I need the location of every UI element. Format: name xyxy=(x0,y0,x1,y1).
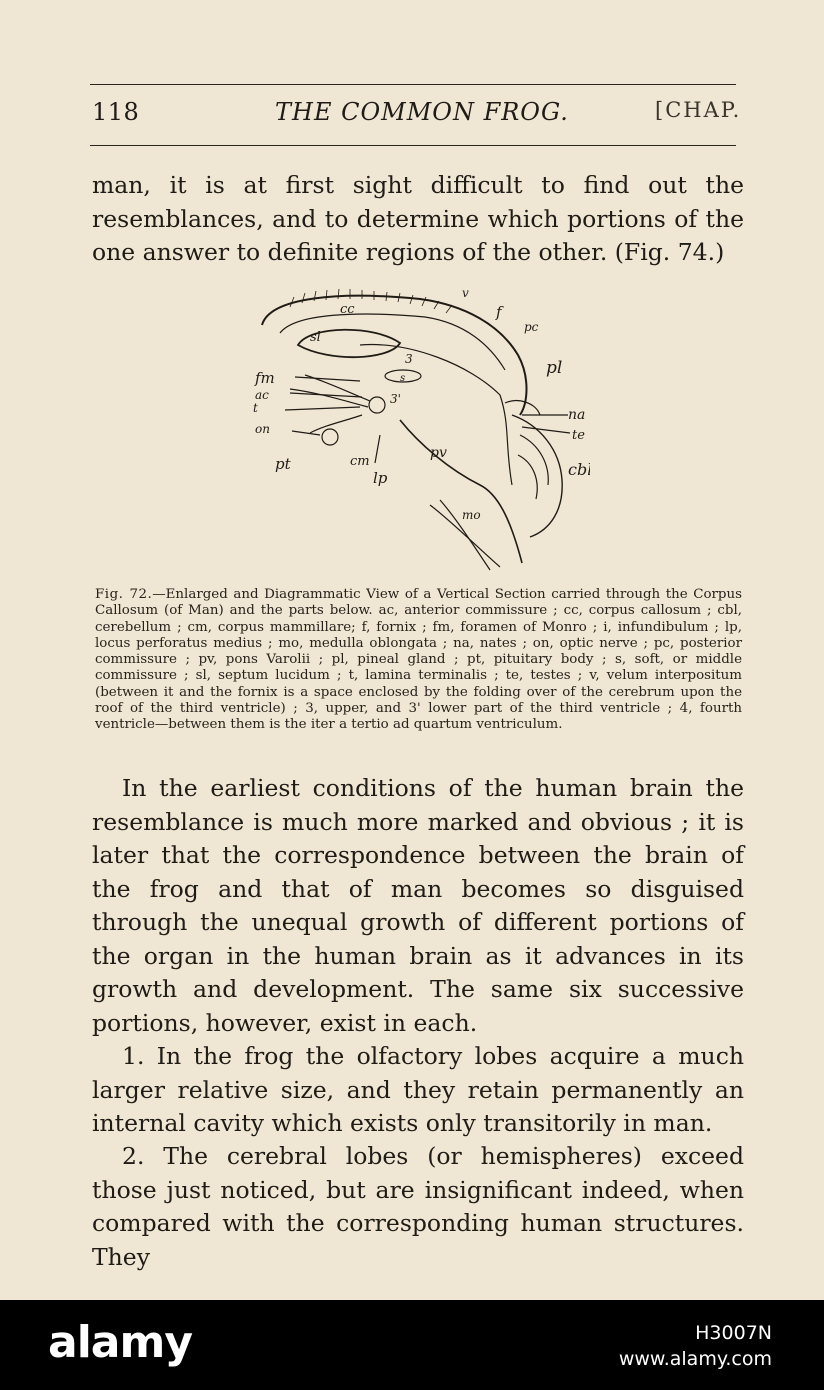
optic-nerve xyxy=(310,415,362,433)
label-na: na xyxy=(568,407,586,423)
label-s: s xyxy=(400,373,406,384)
stock-info xyxy=(619,1320,772,1372)
paragraph-development: In the earliest conditions of the human brain the resemblance is much more marked and obvious ; it is later that the correspondence between the brain of the frog and that of man becomes so disguised through the unequal growth of different portions of the organ in the human brain as it advances in its growth and development. The same six successive portions, however, exist in each. xyxy=(92,774,744,1037)
label-t: t xyxy=(253,401,258,415)
label-cbl: cbl xyxy=(568,460,590,479)
label-on: on xyxy=(255,422,270,436)
label-pt: pt xyxy=(275,455,291,473)
pons-outline xyxy=(400,420,522,563)
running-title: THE COMMON FROG. xyxy=(275,98,569,126)
cerebellum-outline xyxy=(512,415,562,537)
brain-diagram xyxy=(250,285,590,575)
label-v: v xyxy=(462,286,469,300)
stock-url: www.alamy.com xyxy=(618,1348,772,1370)
paragraph-olfactory: 1. In the frog the olfactory lobes acquire a much larger relative size, and they retain permanently an internal cavity which exists only transitorily in man. xyxy=(92,1042,744,1137)
brain-section-figure xyxy=(250,285,590,575)
stock-banner xyxy=(0,1300,824,1390)
label-f: f xyxy=(496,303,502,321)
label-lp: lp xyxy=(373,469,388,487)
label-te: te xyxy=(572,428,585,443)
label-three-prime: 3' xyxy=(390,392,401,406)
paragraph-cerebral: 2. The cerebral lobes (or hemispheres) exceed those just noticed, but are insignificant indeed, when compared with the corresponding human structures. They xyxy=(92,1142,744,1271)
label-three: 3 xyxy=(405,352,413,366)
label-pl: pl xyxy=(546,358,563,378)
anterior-commissure xyxy=(369,397,385,413)
figure-caption xyxy=(95,587,742,734)
header-rule-bottom xyxy=(90,145,736,146)
label-sl: sl xyxy=(310,330,321,345)
page-number: 118 xyxy=(92,98,140,126)
chapter-marker: [CHAP. xyxy=(655,98,742,122)
third-ventricle xyxy=(360,345,512,485)
label-fm: fm xyxy=(255,369,275,387)
pituitary-body xyxy=(322,429,338,445)
header-rule-top xyxy=(90,84,736,85)
nates-testes xyxy=(505,401,540,415)
label-pv: pv xyxy=(430,445,447,461)
label-pc: pc xyxy=(524,320,539,334)
label-ac: ac xyxy=(255,388,269,402)
label-mo: mo xyxy=(462,508,481,522)
label-cm: cm xyxy=(350,454,370,469)
paragraph-intro: man, it is at first sight difficult to find out the resemblances, and to determine which portions of the one answer to definite regions of the other. (Fig. 74.) xyxy=(92,171,744,266)
label-cc: cc xyxy=(340,302,355,317)
stock-logo: alamy xyxy=(48,1317,192,1368)
figure-caption-text: —Enlarged and Diagrammatic View of a Vertical Section carried through the Corpus Callosum (of Man) and the parts below. ac, anterior commissure ; cc, corpus callosum ; cbl, cerebellum ; cm, corpus mammillare; f, fornix ; fm, foramen of Monro ; i, infundibulum ; lp, locus perforatus medius ; mo, medulla oblongata ; na, nates ; on, optic nerve ; pc, posterior commissure ; pv, pons Varolii ; pl, pineal gland ; pt, pituitary body ; s, soft, or middle commissure ; sl, septum lucidum ; t, lamina terminalis ; te, testes ; v, velum interpositum (between it and the fornix is a space enclosed by the folding over of the cerebrum upon the roof of the third ventricle) ; 3, upper, and 3' lower part of the third ventricle ; 4, fourth ventricle—between them is the iter a tertio ad quartum ventriculum. xyxy=(95,587,742,733)
figure-number: Fig. 72. xyxy=(95,587,153,602)
stock-image-id: H3007N xyxy=(695,1322,772,1344)
